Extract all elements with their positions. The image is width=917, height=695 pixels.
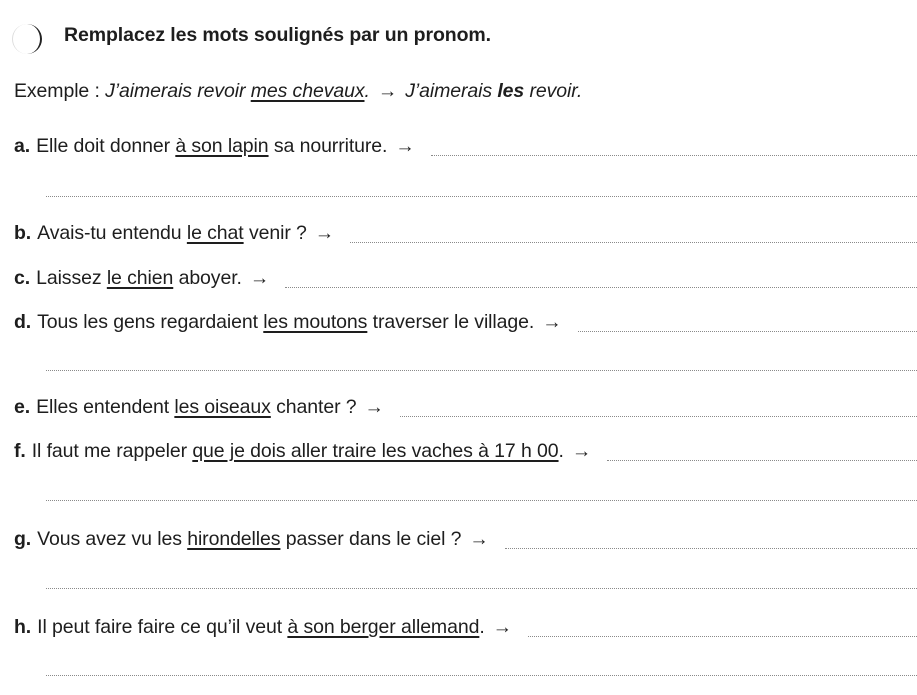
item-e [14,396,917,426]
item-d [14,311,917,341]
answer-line[interactable] [528,636,917,637]
example-underlined: mes chevaux [250,80,365,102]
item-text-after: sa nourriture. [268,135,388,157]
answer-continuation-line[interactable] [46,588,917,589]
item-text-before: Avais-tu entendu [37,222,187,244]
answer-line[interactable] [285,287,917,288]
exercise-instruction: Remplacez les mots soulignés par un pronom. [64,24,491,46]
item-text-after: . [479,616,485,638]
item-h [14,616,917,646]
arrow-icon: → [469,528,489,550]
item-text-after: venir ? [243,222,307,244]
answer-continuation-line[interactable] [46,370,917,371]
item-label: e. [14,396,31,418]
arrow-icon: → [377,80,398,102]
item-label: a. [14,135,31,157]
exercise-number-badge [12,24,42,54]
item-text-before: Elle doit donner [36,135,176,157]
item-underlined: hirondelles [187,528,281,550]
item-a [14,135,917,165]
answer-continuation-line[interactable] [46,196,917,197]
item-label: g. [14,528,32,550]
item-f [14,440,917,470]
item-text-after: passer dans le ciel ? [280,528,462,550]
item-text-after: traverser le village. [367,311,535,333]
item-underlined: les moutons [263,311,368,333]
arrow-icon: → [542,311,562,333]
answer-line[interactable] [400,416,917,417]
example-answer-after: revoir. [524,80,583,102]
item-label: d. [14,311,32,333]
example-answer-before: J’aimerais [405,80,498,102]
example-sentence-before: J’aimerais revoir [105,80,251,102]
item-underlined: à son berger allemand [287,616,480,638]
arrow-icon: → [249,267,270,289]
item-c [14,267,917,297]
item-text-after: chanter ? [270,396,357,418]
arrow-icon: → [364,396,384,418]
arrow-icon: → [492,616,513,638]
answer-continuation-line[interactable] [46,675,917,676]
example-answer-pronoun: les [497,80,525,102]
item-text-before: Tous les gens regardaient [37,311,264,333]
item-text-before: Vous avez vu les [37,528,188,550]
item-g [14,528,917,558]
example-sentence-after: . [364,80,370,102]
item-label: f. [14,440,26,462]
arrow-icon: → [395,135,415,157]
item-underlined: le chien [106,267,174,289]
answer-continuation-line[interactable] [46,500,917,501]
example-line [14,80,917,110]
item-underlined: à son lapin [175,135,269,157]
item-label: c. [14,267,31,289]
arrow-icon: → [571,440,592,462]
item-b [14,222,917,252]
item-label: h. [14,616,32,638]
item-text-before: Il peut faire faire ce qu’il veut [37,616,288,638]
item-label: b. [14,222,32,244]
item-text-before: Elles entendent [36,396,175,418]
answer-line[interactable] [431,155,917,156]
answer-line[interactable] [350,242,917,243]
answer-line[interactable] [578,331,917,332]
item-text-before: Il faut me rappeler [31,440,193,462]
item-text-after: aboyer. [173,267,242,289]
item-underlined: le chat [186,222,244,244]
answer-line[interactable] [607,460,917,461]
answer-line[interactable] [505,548,917,549]
item-underlined: les oiseaux [174,396,271,418]
item-text-before: Laissez [36,267,107,289]
item-underlined: que je dois aller traire les vaches à 17 h 00 [192,440,559,462]
example-label: Exemple : [14,80,106,102]
item-text-after: . [558,440,564,462]
arrow-icon: → [314,222,335,244]
